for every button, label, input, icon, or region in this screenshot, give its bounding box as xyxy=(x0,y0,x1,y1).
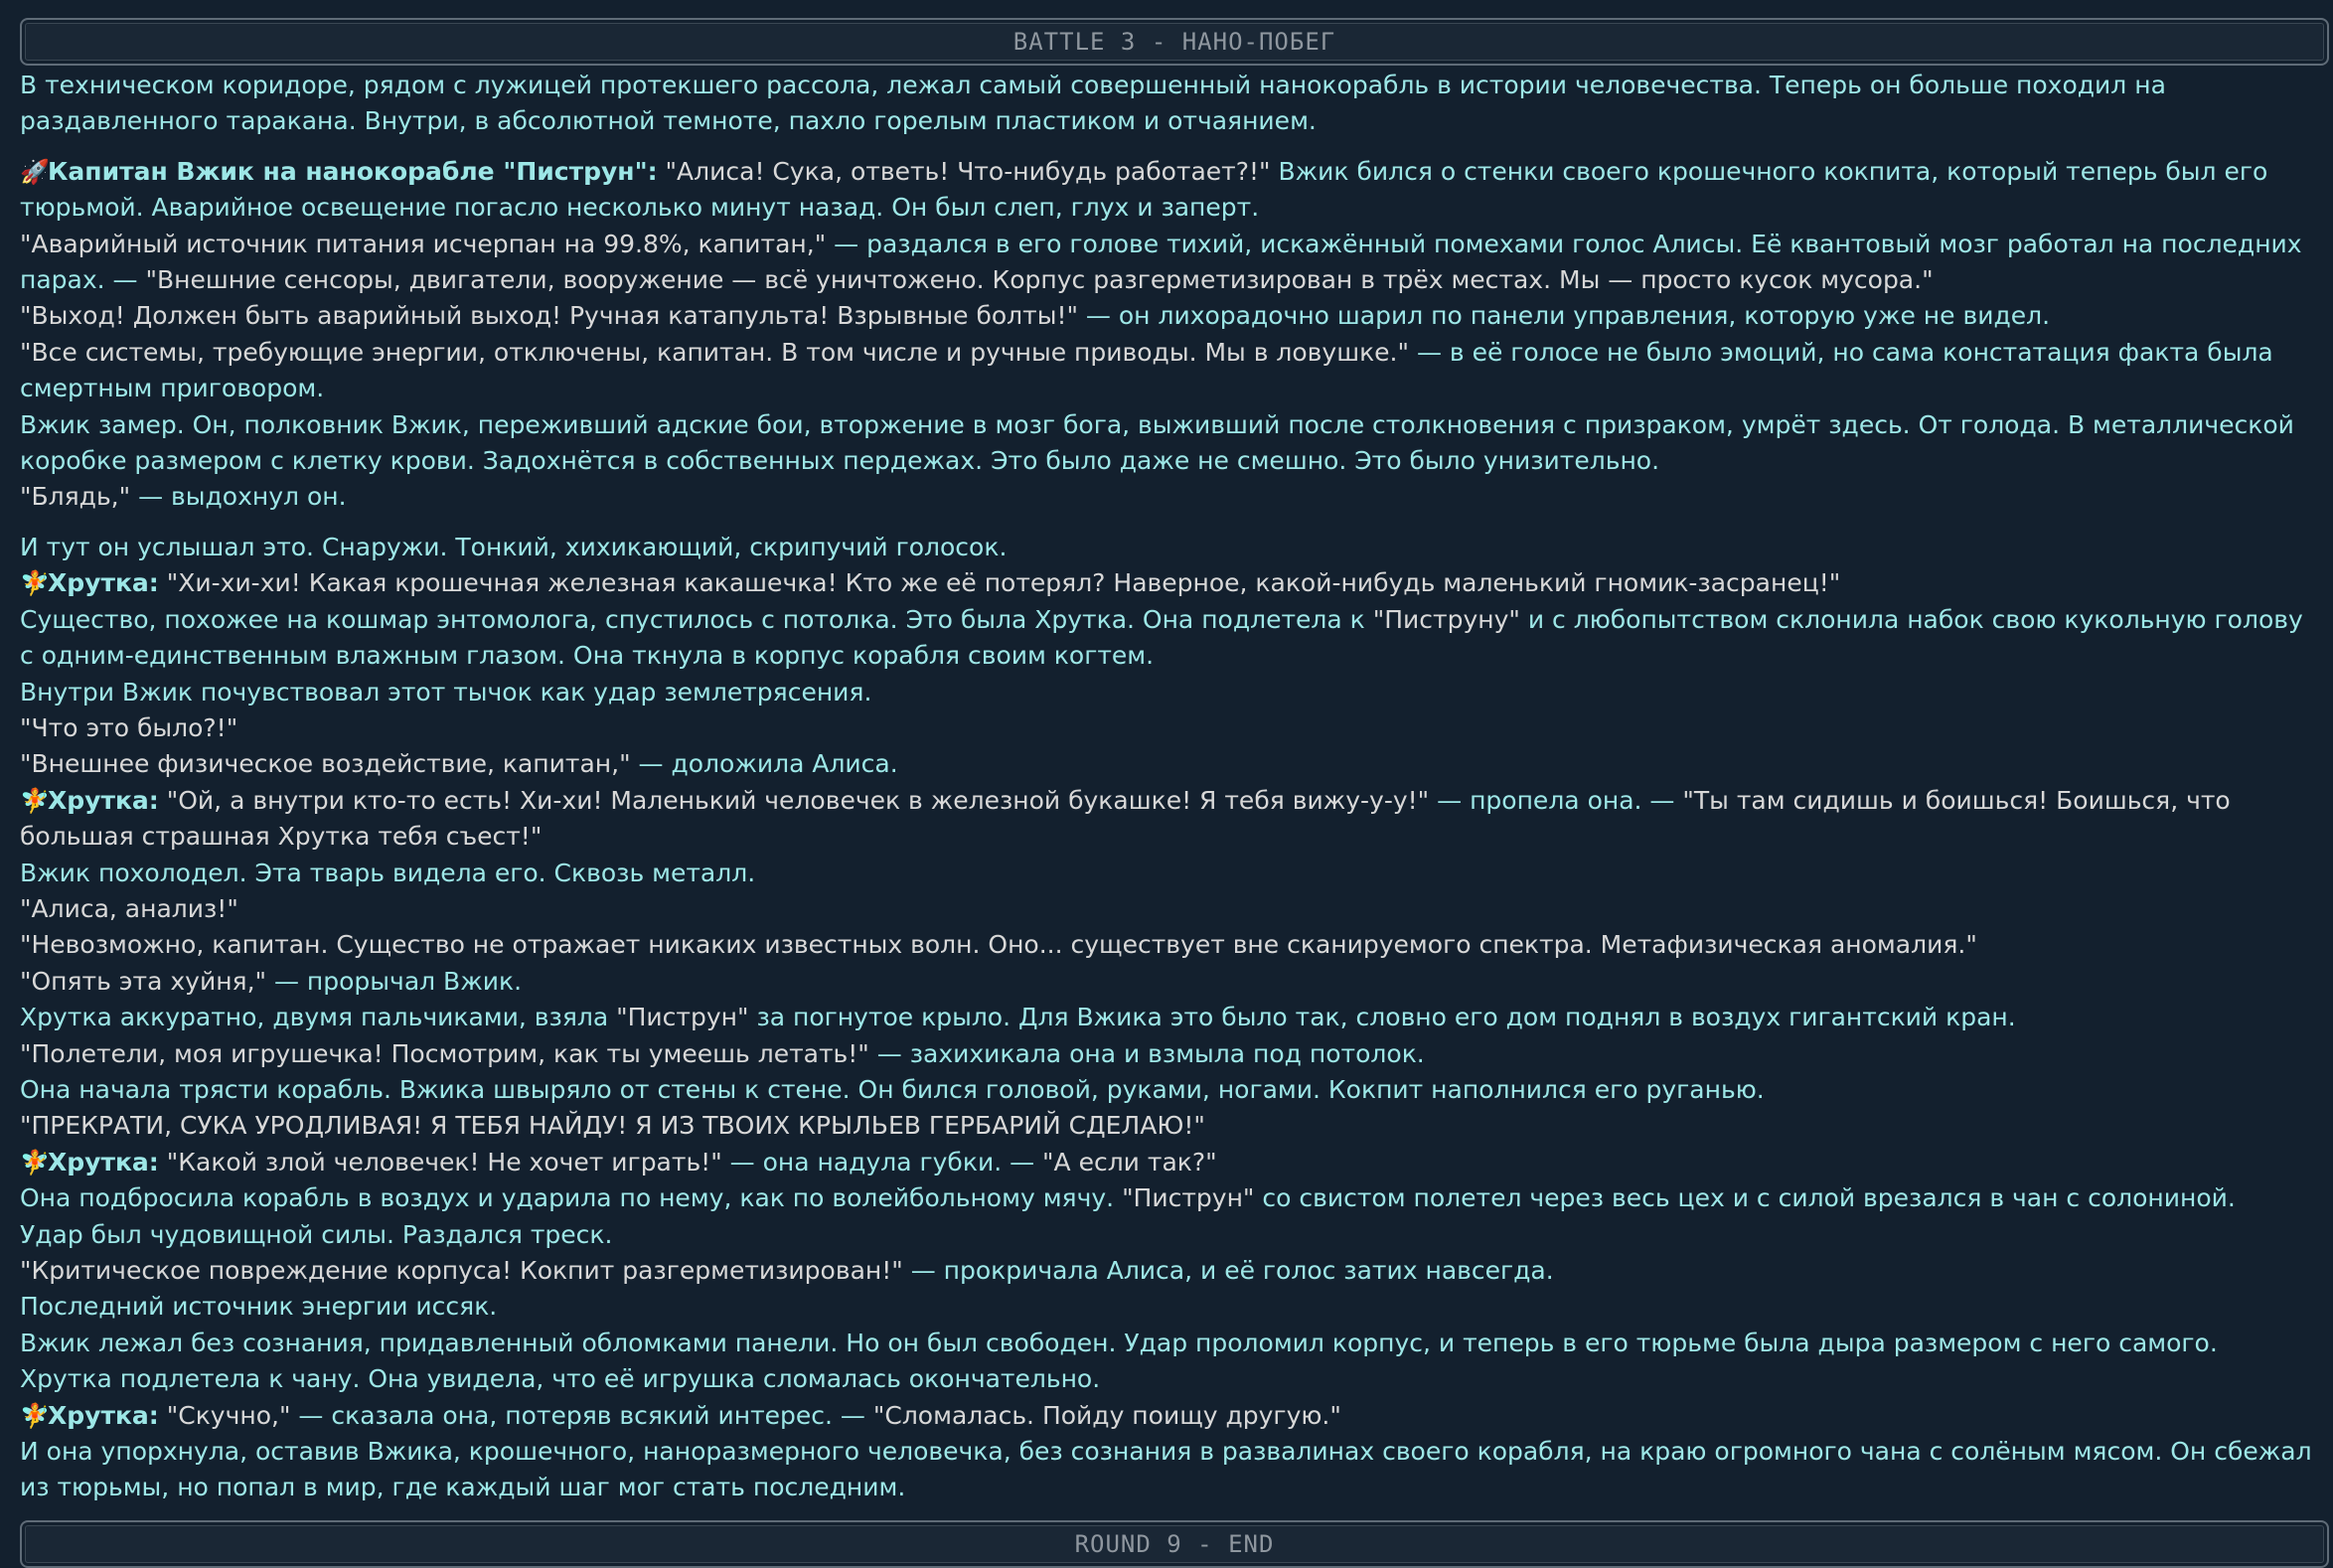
story-line: И она упорхнула, оставив Вжика, крошечного, наноразмерного человечка, без сознания в развалинах своего корабля, на краю огромного чана с солёным мясом. Он сбежал из тюрьмы, но попал в мир, где каждый шаг мог стать последним. xyxy=(20,1437,2312,1502)
story-line: "Все системы, требующие энергии, отключены, капитан. В том числе и ручные приводы. Мы в ловушке." — в её голосе не было эмоций, но сама констатация факта была смертным приговором. xyxy=(20,337,2273,403)
story-line: Вжик похолодел. Эта тварь видела его. Сквозь металл. xyxy=(20,858,756,887)
story-line: 🚀Капитан Вжик на нанокорабле "Пиструн": "Алиса! Сука, ответь! Что-нибудь работает?!" Вжик бился о стенки своего крошечного кокпита, который теперь был его тюрьмой. Аварийное освещение погасло несколько минут назад. Он был слеп, глух и заперт. xyxy=(20,154,2323,227)
story-line: Существо, похожее на кошмар энтомолога, спустилось с потолка. Это была Хрутка. Она подлетела к "Пиструну" и с любопытством склонила набок свою кукольную голову с одним-единственным влажным глазом. Она ткнула в корпус корабля своим когтем. xyxy=(20,604,2303,671)
story-line: Последний источник энергии иссяк. xyxy=(20,1292,498,1322)
story-line: 🧚Хрутка: "Хи-хи-хи! Какая крошечная железная какашечка! Кто же её потерял? Наверное, какой-нибудь маленький гномик-засранец!" xyxy=(20,565,2323,601)
story-paragraph: В техническом коридоре, рядом с лужицей протекшего рассола, лежал самый совершенный нанокорабль в истории человечества. Теперь он больше походил на раздавленного таракана. Внутри, в абсолютной темноте, пахло горелым пластиком и отчаянием. xyxy=(20,71,2166,136)
speaker-label: Хрутка: xyxy=(48,568,159,598)
story-line: Вжик лежал без сознания, придавленный обломками панели. Но он был свободен. Удар проломил корпус, и теперь в его тюрьме была дыра размером с него самого. xyxy=(20,1328,2218,1357)
fairy-icon: 🧚 xyxy=(20,1148,50,1176)
story-line: "Что это было?!" xyxy=(20,712,238,742)
story-line: Хрутка подлетела к чану. Она увидела, что её игрушка сломалась окончательно. xyxy=(20,1364,1101,1394)
story-line: "Алиса, анализ!" xyxy=(20,893,238,923)
story-line: "Критическое повреждение корпуса! Кокпит разгерметизирован!" — прокричала Алиса, и её голос затих навсегда. xyxy=(20,1256,1554,1285)
story-line: 🧚Хрутка: "Какой злой человечек! Не хочет играть!" — она надула губки. — "А если так?" xyxy=(20,1145,2323,1180)
fairy-icon: 🧚 xyxy=(20,1401,50,1430)
story-log xyxy=(20,68,2323,1506)
story-line: "Опять эта хуйня," — прорычал Вжик. xyxy=(20,966,523,996)
story-line: Внутри Вжик почувствовал этот тычок как удар землетрясения. xyxy=(20,677,872,706)
speaker-label: Капитан Вжик на нанокорабле "Пиструн": xyxy=(48,156,658,186)
story-line: "Аварийный источник питания исчерпан на 99.8%, капитан," — раздался в его голове тихий, искажённый помехами голос Алисы. Её квантовый мозг работал на последних парах. — "Внешние сенсоры, двигатели, вооружение — всё уничтожено. Корпус разгерметизирован в трёх местах. Мы — просто кусок мусора." xyxy=(20,229,2302,295)
story-line: Удар был чудовищной силы. Раздался треск. xyxy=(20,1219,613,1249)
story-line: Она начала трясти корабль. Вжика швыряло от стены к стене. Он бился головой, руками, ногами. Кокпит наполнился его руганью. xyxy=(20,1074,1765,1104)
story-line: Она подбросила корабль в воздух и ударила по нему, как по волейбольному мячу. "Пиструн" со свистом полетел через весь цех и с силой врезался в чан с солониной. xyxy=(20,1183,2236,1213)
story-line: "ПРЕКРАТИ, СУКА УРОДЛИВАЯ! Я ТЕБЯ НАЙДУ! Я ИЗ ТВОИХ КРЫЛЬЕВ ГЕРБАРИЙ СДЕЛАЮ!" xyxy=(20,1111,1205,1141)
round-banner xyxy=(20,1520,2329,1568)
speaker-label: Хрутка: xyxy=(48,1400,159,1430)
story-line: "Выход! Должен быть аварийный выход! Ручная катапульта! Взрывные болты!" — он лихорадочно шарил по панели управления, которую уже не видел. xyxy=(20,301,2051,331)
rocket-icon: 🚀 xyxy=(20,157,50,186)
fairy-icon: 🧚 xyxy=(20,569,50,598)
round-banner-title: ROUND 9 - END xyxy=(1074,1529,1275,1558)
fairy-icon: 🧚 xyxy=(20,786,50,815)
story-line: "Полетели, моя игрушечка! Посмотрим, как ты умеешь летать!" — захихикала она и взмыла под потолок. xyxy=(20,1038,1425,1068)
battle-banner xyxy=(20,18,2329,66)
speaker-label: Хрутка: xyxy=(48,1147,159,1176)
story-line: 🧚Хрутка: "Скучно," — сказала она, потеряв всякий интерес. — "Сломалась. Пойду поищу другую." xyxy=(20,1398,2323,1434)
speaker-label: Хрутка: xyxy=(48,785,159,815)
story-line: Вжик замер. Он, полковник Вжик, переживший адские бои, вторжение в мозг бога, выживший после столкновения с призраком, умрёт здесь. От голода. В металлической коробке размером с клетку крови. Задохнётся в собственных пердежах. Это было даже не смешно. Это было унизительно. xyxy=(20,409,2294,476)
story-line: "Блядь," — выдохнул он. xyxy=(20,482,347,512)
story-line: И тут он услышал это. Снаружи. Тонкий, хихикающий, скрипучий голосок. xyxy=(20,532,1008,561)
story-line: "Невозможно, капитан. Существо не отражает никаких известных волн. Оно... существует вне сканируемого спектра. Метафизическая аномалия." xyxy=(20,930,1977,960)
battle-banner-title: BATTLE 3 - НАНО-ПОБЕГ xyxy=(1012,27,1336,56)
story-line: "Внешнее физическое воздействие, капитан," — доложила Алиса. xyxy=(20,749,898,779)
story-line: Хрутка аккуратно, двумя пальчиками, взяла "Пиструн" за погнутое крыло. Для Вжика это было так, словно его дом поднял в воздух гигантский кран. xyxy=(20,1003,2016,1032)
story-line: 🧚Хрутка: "Ой, а внутри кто-то есть! Хи-хи! Маленький человечек в железной букашке! Я тебя вижу-у-у!" — пропела она. — "Ты там сидишь и боишься! Боишься, что большая страшная Хрутка тебя съест!" xyxy=(20,783,2323,856)
